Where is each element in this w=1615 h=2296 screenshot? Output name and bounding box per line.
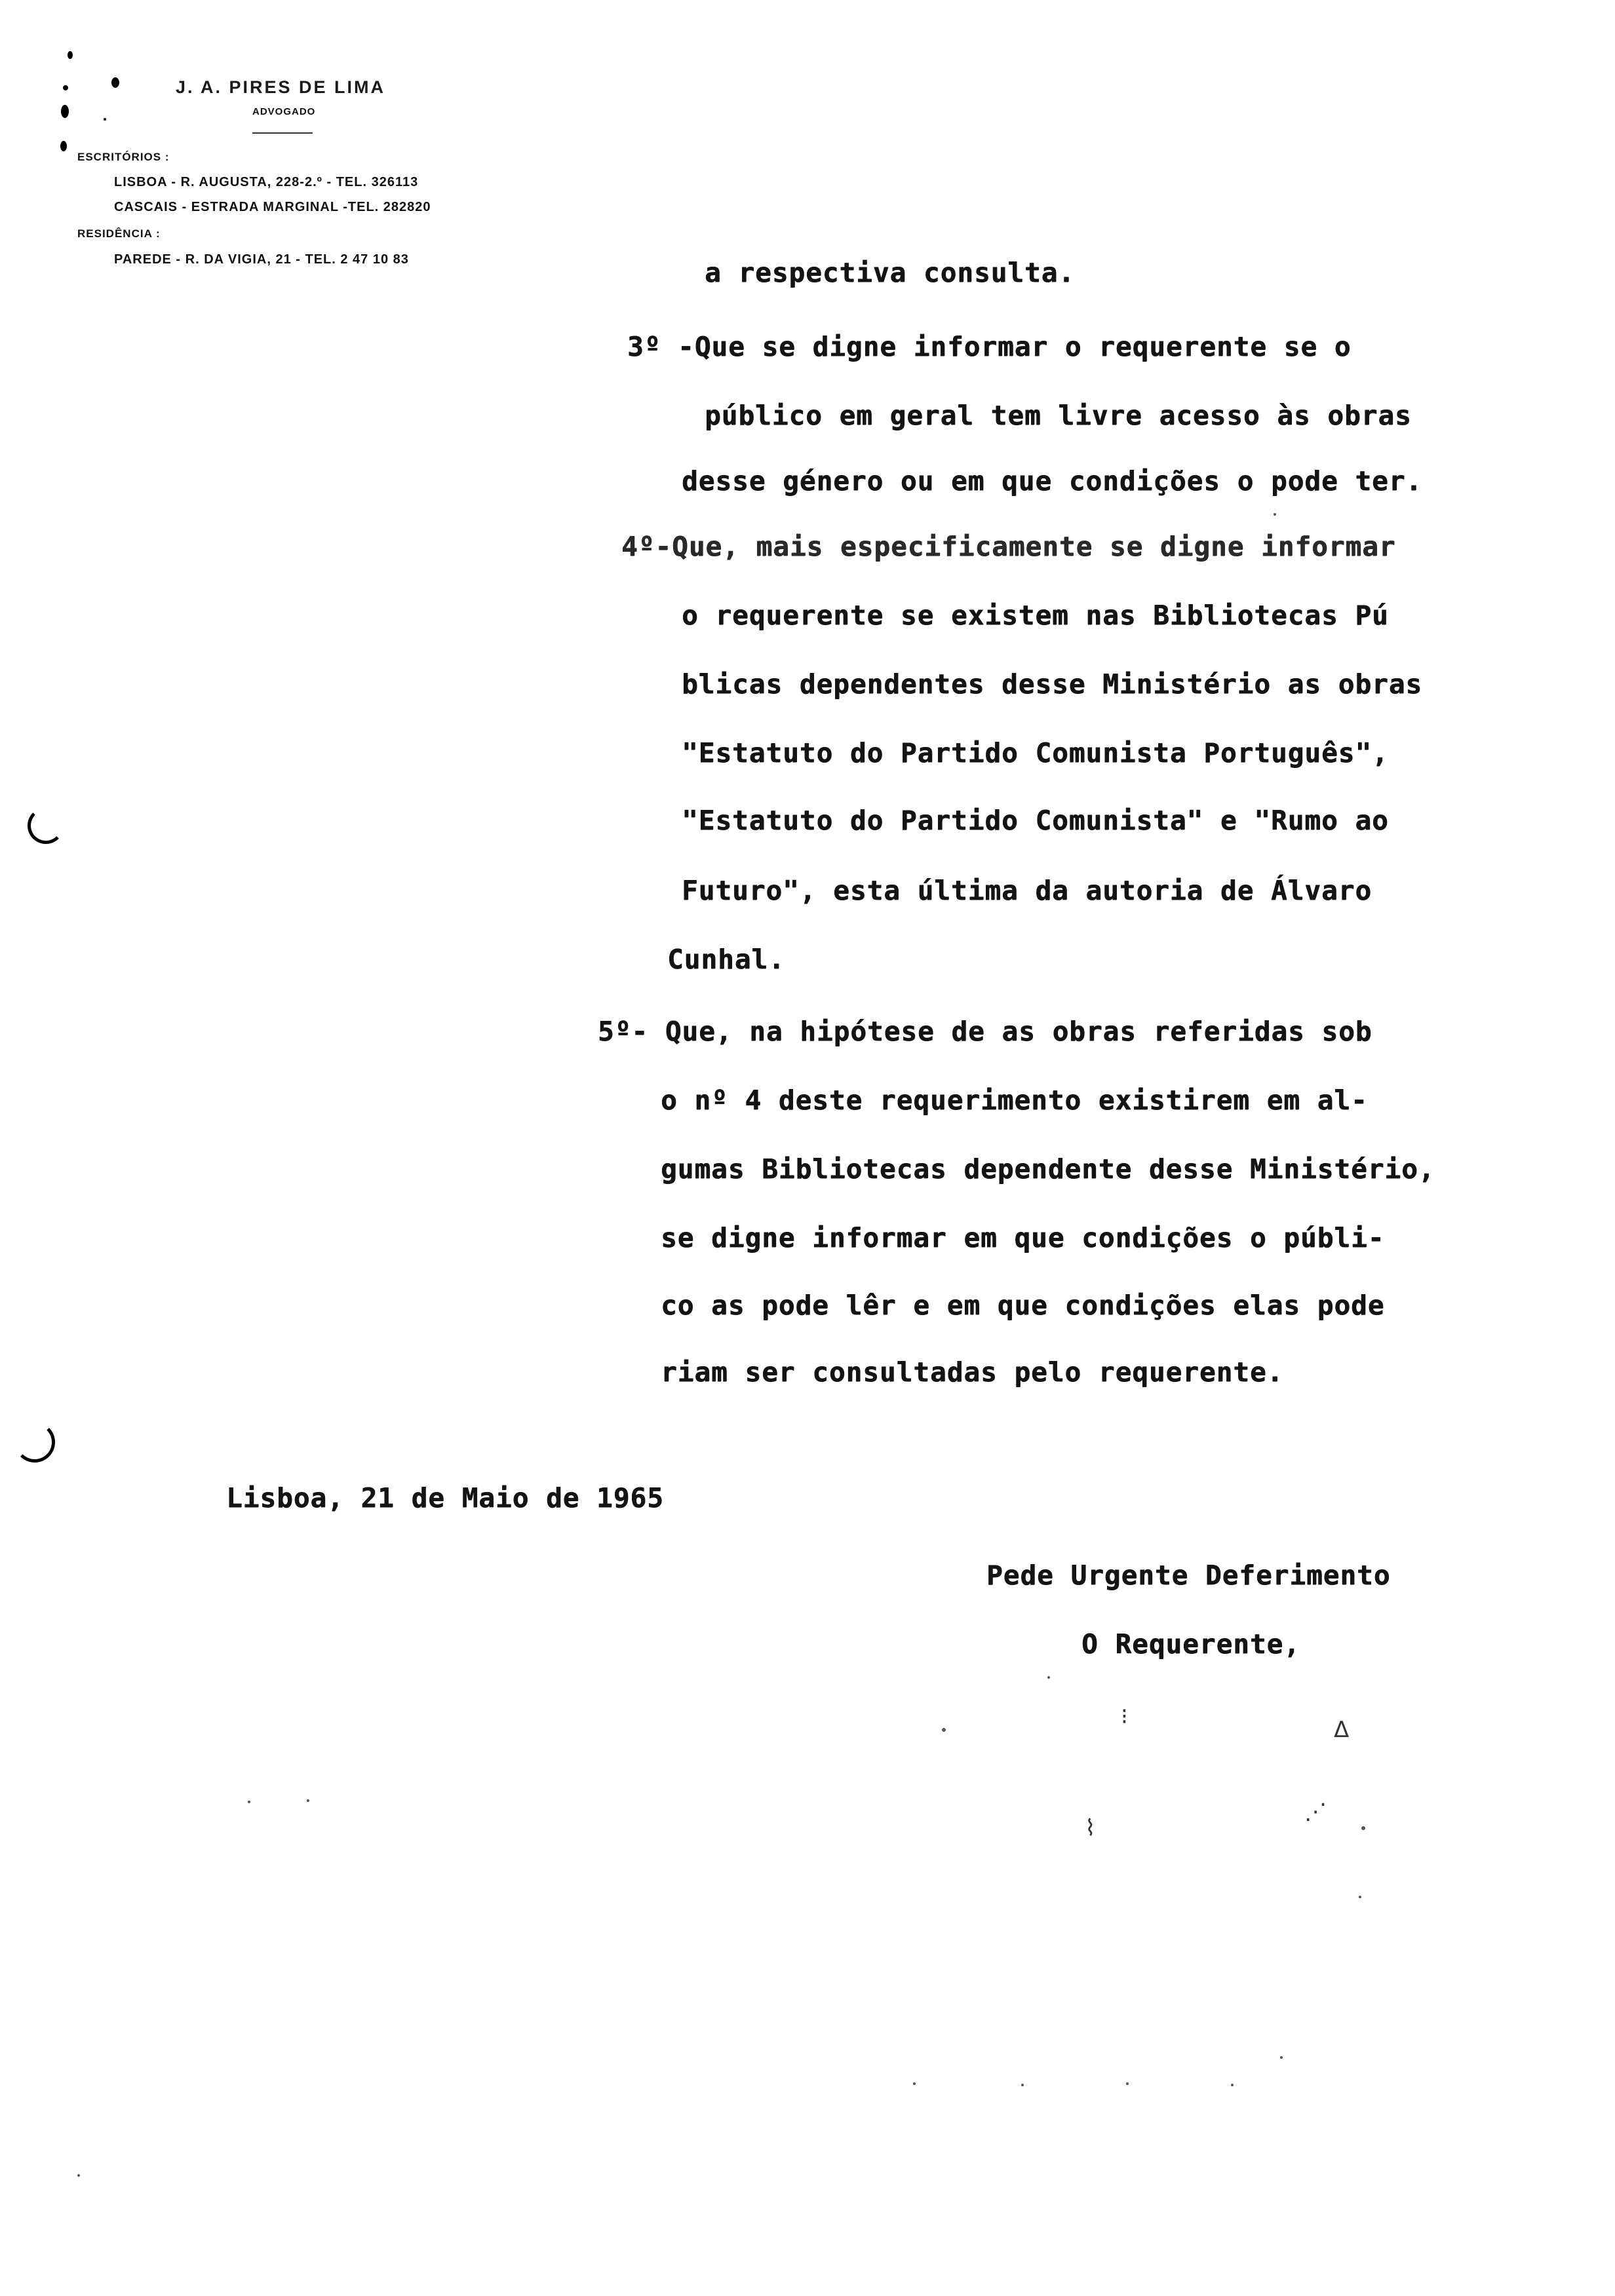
- body-line: blicas dependentes desse Ministério as obras: [682, 668, 1423, 700]
- residence-address: PAREDE - R. DA VIGIA, 21 - TEL. 2 47 10 83: [114, 252, 409, 267]
- body-line: co as pode lêr e em que condições elas pode: [661, 1290, 1385, 1321]
- body-line: o requerente se existem nas Bibliotecas Pú: [682, 600, 1389, 631]
- body-line: público em geral tem livre acesso às obras: [705, 400, 1412, 431]
- signature-mark: Δ: [1334, 1717, 1350, 1743]
- body-line: Cunhal.: [667, 944, 785, 975]
- body-line: "Estatuto do Partido Comunista" e "Rumo ao: [682, 805, 1389, 836]
- office-cascais: CASCAIS - ESTRADA MARGINAL -TEL. 282820: [114, 200, 431, 214]
- closing-signatory: O Requerente,: [1081, 1628, 1300, 1660]
- office-lisboa: LISBOA - R. AUGUSTA, 228-2.º - TEL. 326113: [114, 175, 419, 189]
- signature-mark: ⁝: [1121, 1704, 1128, 1730]
- place-date: Lisboa, 21 de Maio de 1965: [226, 1482, 664, 1514]
- signature-mark: ⌇: [1085, 1815, 1096, 1841]
- body-line: desse género ou em que condições o pode ter.: [682, 465, 1423, 497]
- letterhead-name: J. A. PIRES DE LIMA: [176, 77, 386, 97]
- body-line: se digne informar em que condições o públi-: [661, 1222, 1385, 1253]
- body-line: Futuro", esta última da autoria de Álvaro: [682, 875, 1372, 906]
- body-line: "Estatuto do Partido Comunista Português",: [682, 737, 1389, 769]
- body-line: 5º- Que, na hipótese de as obras referidas sob: [598, 1016, 1372, 1047]
- body-line: gumas Bibliotecas dependente desse Ministério,: [661, 1153, 1435, 1185]
- body-line: riam ser consultadas pelo requerente.: [661, 1356, 1284, 1388]
- body-line: 4º-Que, mais especificamente se digne informar: [621, 531, 1396, 562]
- body-line: a respectiva consulta.: [705, 257, 1076, 288]
- signature-mark: ⋰: [1304, 1799, 1327, 1825]
- body-line: o nº 4 deste requerimento existirem em al-: [661, 1084, 1368, 1116]
- offices-label: ESCRITÓRIOS :: [77, 151, 170, 163]
- letterhead-title: ADVOGADO: [252, 106, 316, 117]
- body-line: 3º -Que se digne informar o requerente se o: [627, 331, 1352, 362]
- residence-label: RESIDÊNCIA :: [77, 227, 161, 240]
- closing-request: Pede Urgente Deferimento: [986, 1559, 1391, 1591]
